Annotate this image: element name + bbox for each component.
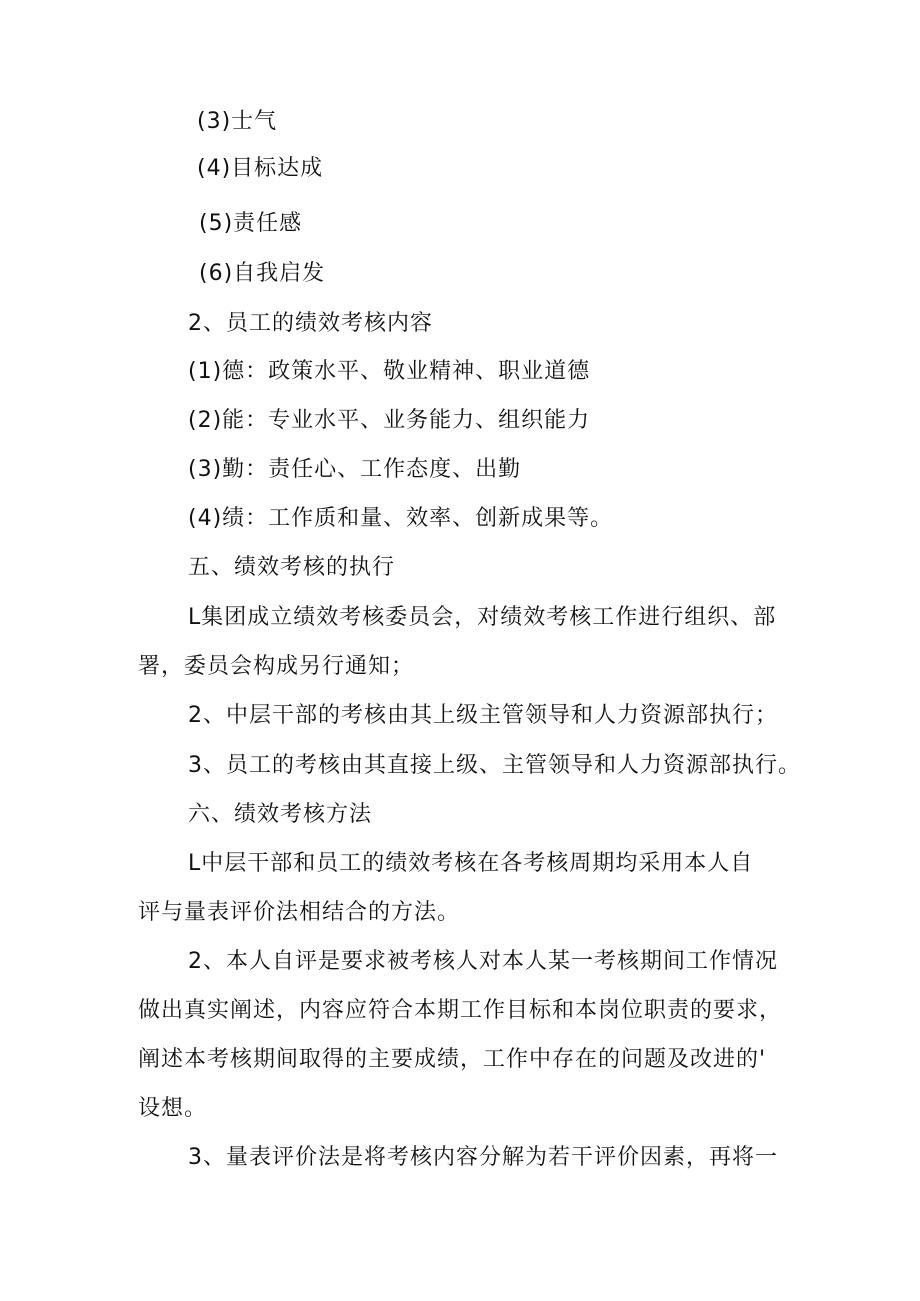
list-item-morale: (3)士气: [197, 109, 278, 134]
paragraph-line: 署，委员会构成另行通知；: [138, 654, 415, 679]
paragraph-line: L集团成立绩效考核委员会，对绩效考核工作进行组织、部: [188, 605, 777, 630]
paragraph-line: 评与量表评价法相结合的方法。: [138, 900, 461, 925]
list-item-ability: (2)能：专业水平、业务能力、组织能力: [188, 408, 591, 433]
paragraph-line: 2、本人自评是要求被考核人对本人某一考核期间工作情况: [188, 949, 778, 974]
section-heading-employee-content: 2、员工的绩效考核内容: [188, 311, 433, 336]
paragraph-line: 阐述本考核期间取得的主要成绩，工作中存在的问题及改进的': [138, 1047, 767, 1072]
section-heading-execution: 五、绩效考核的执行: [188, 555, 396, 580]
paragraph-line: 2、中层干部的考核由其上级主管领导和人力资源部执行；: [188, 703, 778, 728]
paragraph-line: 做出真实阐述，内容应符合本期工作目标和本岗位职责的要求，: [138, 998, 783, 1023]
list-item-performance: (4)绩：工作质和量、效率、创新成果等。: [188, 506, 614, 531]
section-heading-method: 六、绩效考核方法: [188, 802, 373, 827]
list-item-self-motivation: (6)自我启发: [199, 261, 326, 286]
paragraph-line: 3、员工的考核由其直接上级、主管领导和人力资源部执行。: [188, 753, 801, 778]
paragraph-line: 设想。: [138, 1096, 208, 1121]
list-item-diligence: (3)勤：责任心、工作态度、出勤: [188, 457, 522, 482]
list-item-responsibility: (5)责任感: [199, 211, 303, 236]
list-item-goal-achievement: (4)目标达成: [197, 156, 324, 181]
list-item-virtue: (1)德：政策水平、敬业精神、职业道德: [188, 359, 591, 384]
paragraph-line: 3、量表评价法是将考核内容分解为若干评价因素，再将一: [188, 1145, 778, 1170]
paragraph-line: L中层干部和员工的绩效考核在各考核周期均采用本人自: [188, 851, 754, 876]
